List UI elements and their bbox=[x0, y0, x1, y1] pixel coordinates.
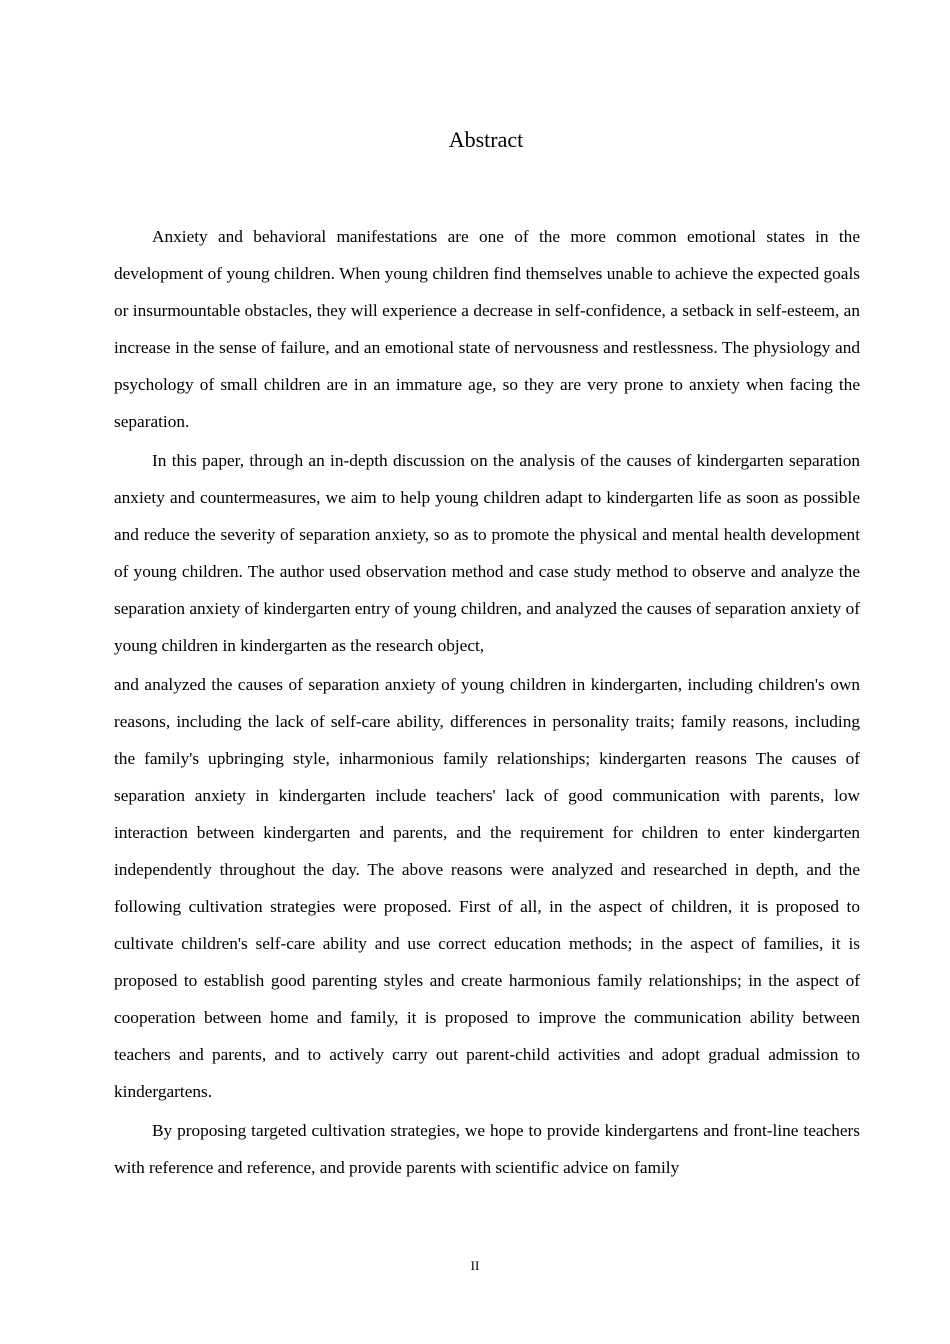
paragraph-3: and analyzed the causes of separation anxiety of young children in kindergarten, including children's own reasons, including the lack of self-care ability, differences in personality traits; family reasons, including the family's upbringing style, inharmonious family relationships; kindergarten reasons The causes of separation anxiety in kindergarten include teachers' lack of good communication with parents, low interaction between kindergarten and parents, and the requirement for children to enter kindergarten independently throughout the day. The above reasons were analyzed and researched in depth, and the following cultivation strategies were proposed. First of all, in the aspect of children, it is proposed to cultivate children's self-care ability and use correct education methods; in the aspect of families, it is proposed to establish good parenting styles and create harmonious family relationships; in the aspect of cooperation between home and family, it is proposed to improve the communication ability between teachers and parents, and to actively carry out parent-child activities and adopt gradual admission to kindergartens. bbox=[114, 675, 860, 1101]
paragraph-2: In this paper, through an in-depth discussion on the analysis of the causes of kindergarten separation anxiety and countermeasures, we aim to help young children adapt to kindergarten life as soon as possible and reduce the severity of separation anxiety, so as to promote the physical and mental health development of young children. The author used observation method and case study method to observe and analyze the separation anxiety of kindergarten entry of young children, and analyzed the causes of separation anxiety of young children in kindergarten as the research object, bbox=[114, 451, 860, 655]
paragraph-1: Anxiety and behavioral manifestations are one of the more common emotional states in the development of young children. When young children find themselves unable to achieve the expected goals or insurmountable obstacles, they will experience a decrease in self-confidence, a setback in self-esteem, an increase in the sense of failure, and an emotional state of nervousness and restlessness. The physiology and psychology of small children are in an immature age, so they are very prone to anxiety when facing the separation. bbox=[114, 227, 860, 431]
abstract-body bbox=[114, 218, 860, 1186]
page-number: II bbox=[470, 1258, 480, 1273]
paragraph-4: By proposing targeted cultivation strategies, we hope to provide kindergartens and front-line teachers with reference and reference, and provide parents with scientific advice on family bbox=[114, 1121, 860, 1177]
abstract-title: Abstract bbox=[448, 127, 524, 152]
